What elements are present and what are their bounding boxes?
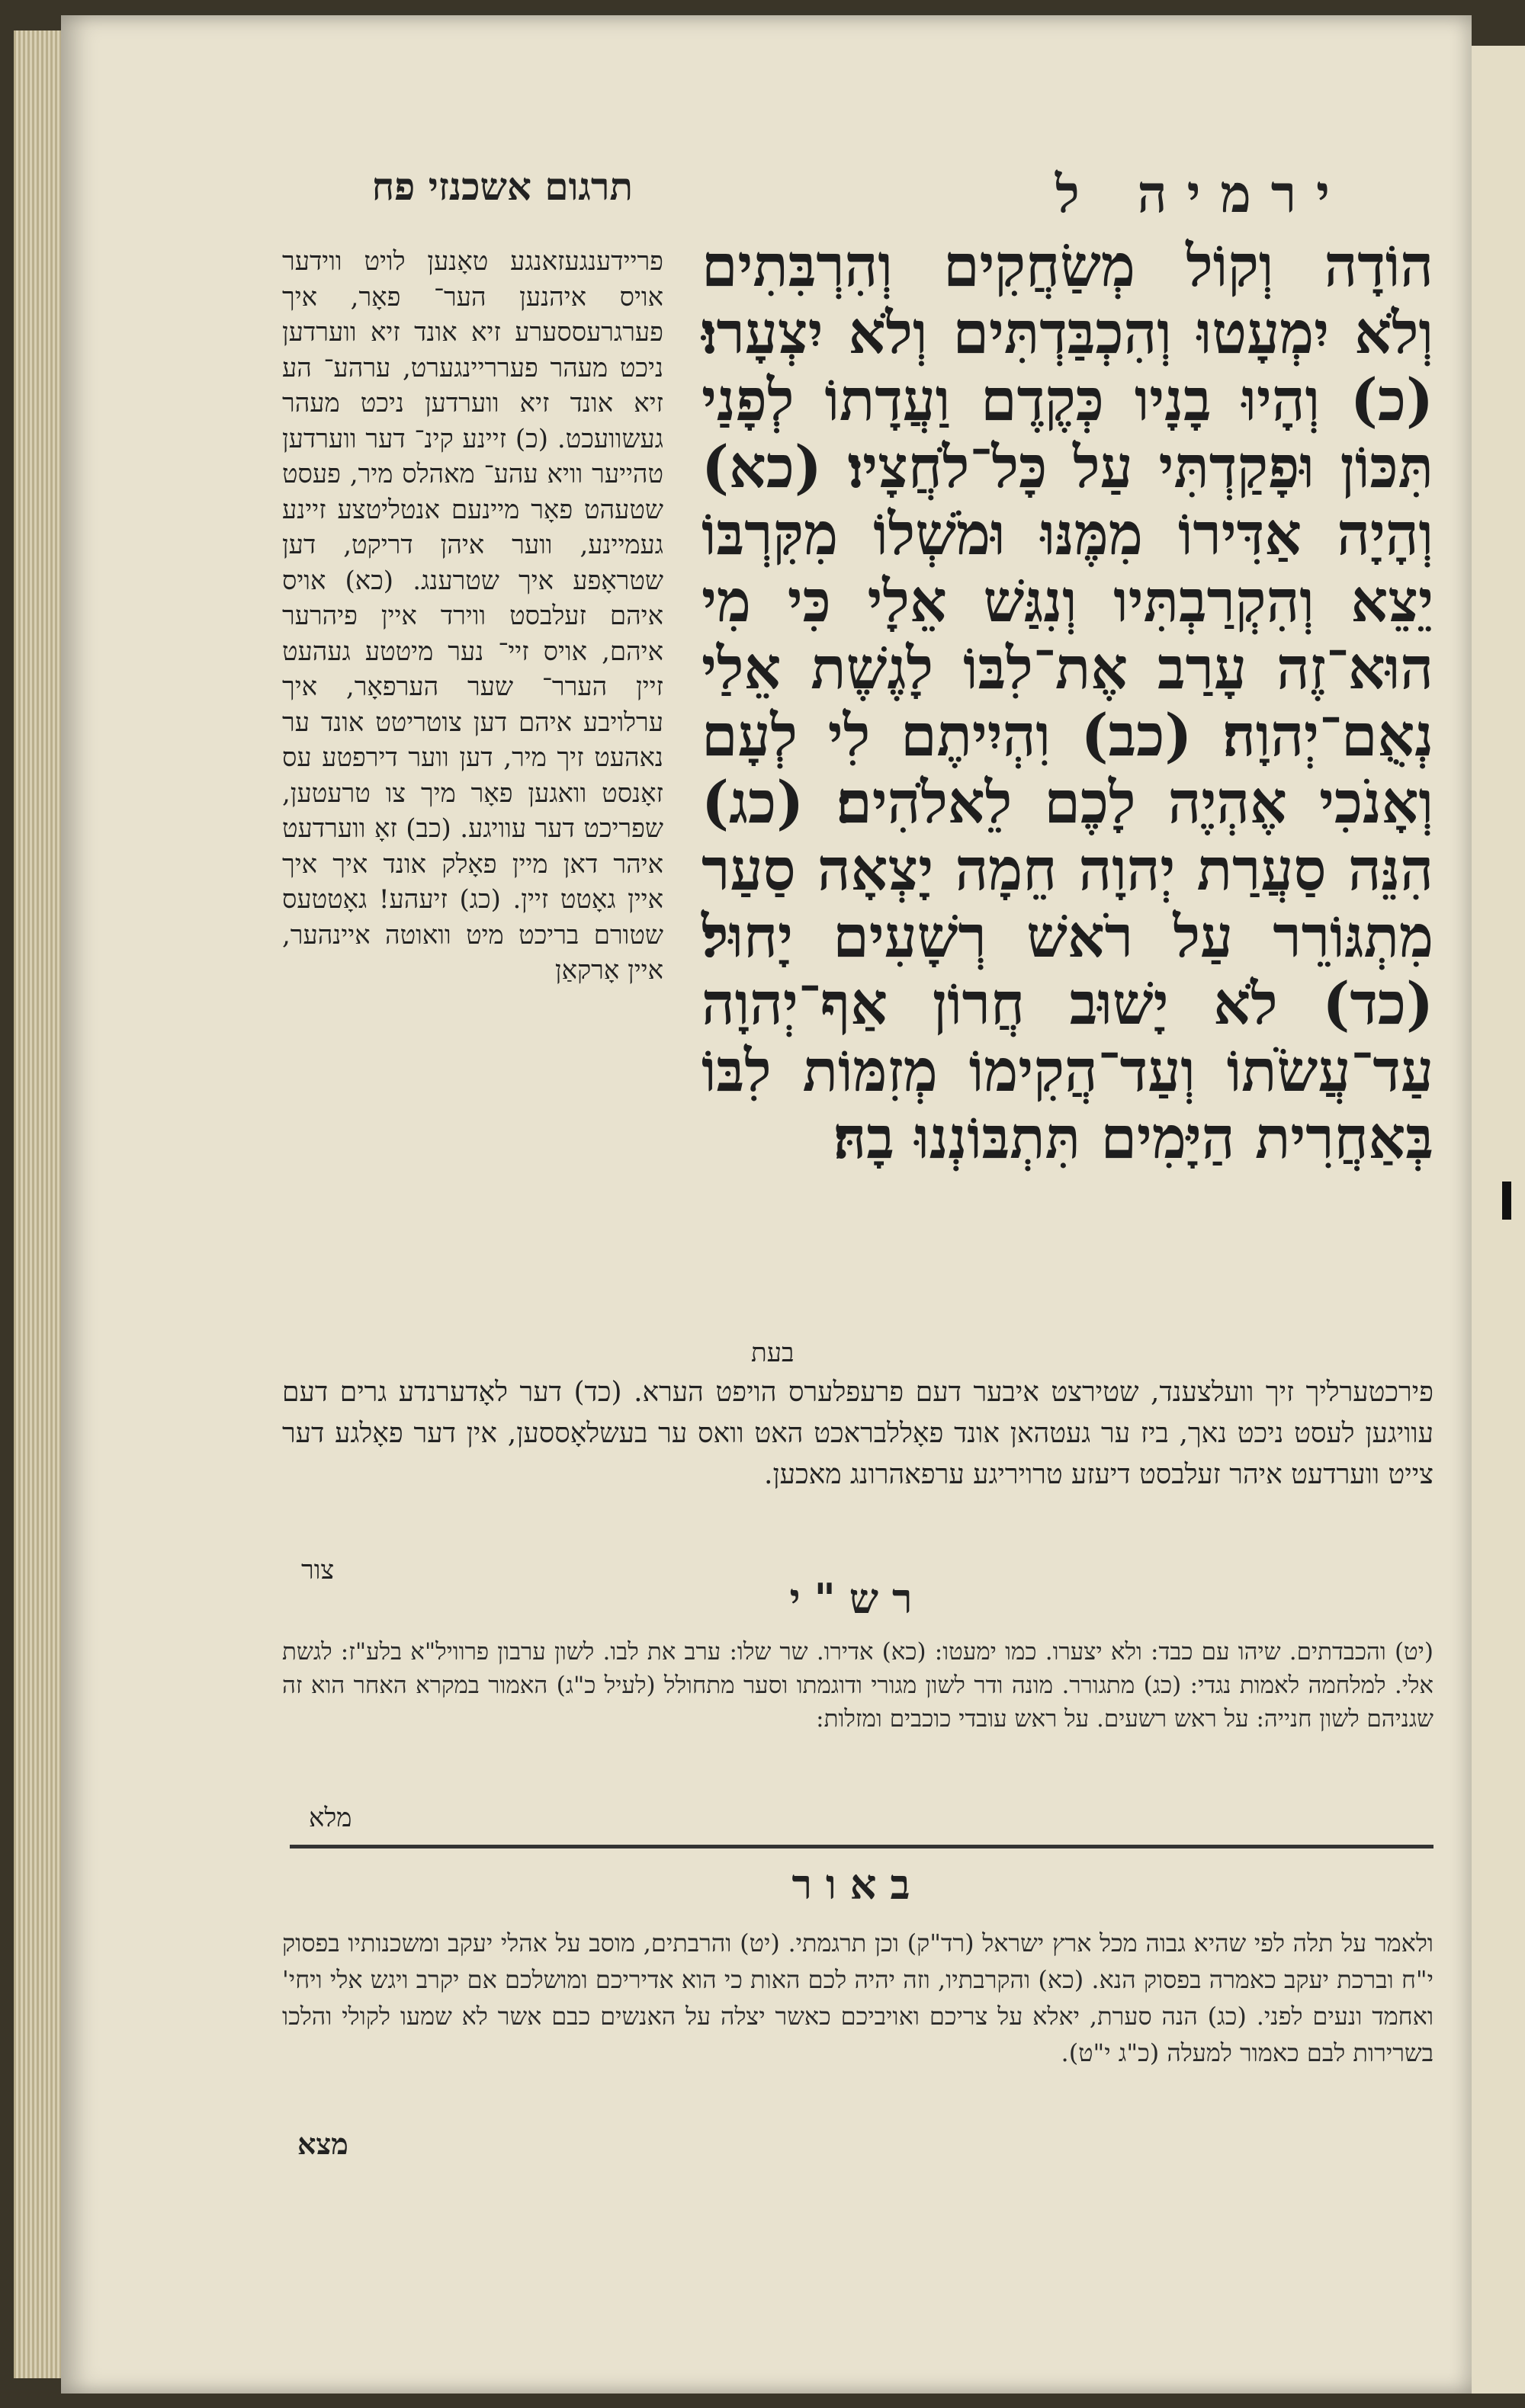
judeo-german-translation-column: פריידענגעזאנגע טאָנען לויט ווידער אויס איהנען הער־ פאָר, איך פערגרעססערע זיא אונד זיא ווערדען ניכט מעהר פערריינגערט, ערהע־ הע זיא אונד זיא ווערדען ניכט מעהר געשוועכט. (כ) זיינע קינ־ דער ווערדען טהייער וויא עהע־ מאהלס מיר, פעסט שטעהט פאָר מיינעם אנטליטצע זיינע געמיינע, ווער איהן דריקט, דען שטראָפע איך שטרענג. (כא) אויס איהם זעלבסט ווירד איין פיהרער איהם, אויס זיי־ נער מיטטע געהעט זיין הערר־ שער הערפאָר, איך ערלויבע איהם דען צוטריטט אונד ער נאהעט זיך מיר, דען ווער דירפטע עס זאָנסט וואגען פאָר מיך צו טרעטען, שפריכט דער עוויגע. (כב) זאָ ווערדעט איהר דאן מיין פאָלק אונד איך איך איין גאָטט זיין. (כג) זיעהע! גאָטטעס שטורם בריכט מיט וואוטה איינהער, איין אָרקאַן xyxy=(282,246,663,986)
rashi-heading: רש"י xyxy=(789,1574,926,1623)
running-head-jeremiah: ירמיה ל xyxy=(1055,164,1350,225)
translation-continuation: פירכטערליך זיך וועלצענד, שטירצט איבער דעם פרעפלערס הויפט הערא. (כד) דער לאָדערנדע גרים דעם עוויגען לעסט ניכט נאך, ביז ער געטהאן אונד פאָללבראכט האט וואס ער בעשלאָססען, אין דער פאָלגע דער צייט ווערדעט איהר זעלבסט דיעזע טרויריגע ערפאהרונג מאכען. xyxy=(282,1377,1434,1490)
running-head-translation: תרגום אשכנזי פח xyxy=(371,164,633,209)
catchword-main: בעת xyxy=(751,1338,795,1368)
hebrew-scripture-column: הוֹדָה וְקוֹל מְשַׂחֲקִים וְהִרְבִּתִים וְלֹא יִמְעָטוּ וְהִכְבַּדְתִּים וְלֹא יִצְעָרוּ׃ (כ) וְהָיוּ בָנָיו כְּקֶדֶם וַעֲדָתוֹ לְפָנַי תִּכּוֹן וּפָקַדְתִּי עַל כָּל־לֹחֲצָיו׃ (כא) וְהָיָה אַדִּירוֹ מִמֶּנּוּ וּמֹשְׁלוֹ מִקִּרְבּוֹ יֵצֵא וְהִקְרַבְתִּיו וְנִגַּשׁ אֵלָי כִּי מִי הוּא־זֶה עָרַב אֶת־לִבּוֹ לָגֶשֶׁת אֵלַי נְאֻם־יְהוָה׃ (כב) וִהְיִיתֶם לִי לְעָם וְאָנֹכִי אֶהְיֶה לָכֶם לֵאלֹהִים׃ (כג) הִנֵּה סַעֲרַת יְהוָה חֵמָה יָצְאָה סַעַר מִתְגּוֹרֵר עַל רֹאשׁ רְשָׁעִים יָחוּל׃ (כד) לֹא יָשׁוּב חֲרוֹן אַף־יְהוָה עַד־עֲשֹׂתוֹ וְעַד־הֲקִימוֹ מְזִמּוֹת לִבּוֹ בְּאַחֲרִית הַיָּמִים תִּתְבּוֹנְנוּ בָהּ׃ xyxy=(702,232,1434,1172)
catchword-page-bottom: מצא xyxy=(297,2127,348,2161)
beur-commentary: ולאמר על תלה לפי שהיא גבוה מכל ארץ ישראל (רד"ק) וכן תרגמתי. (יט) והרבתים, מוסב על אהלי יעקב ומשכנותיו בפסוק י"ח וברכת יעקב כאמרה בפסוק הנא. (כא) והקרבתיו, וזה יהיה לכם האות כי הוא אדיריכם ומושלכם אם יקרב ויגש אלי ויחי' ואחמד ונעים לפני. (כג) הנה סערת, יאלא על צריכם ואויביכם כאשר יצלה על האנשים כבם אשר לא שמעו לקולי והלכו בשרירות לבם כאמור למעלה (כ"ג י"ט). xyxy=(282,1929,1434,2067)
section-divider-rule xyxy=(290,1845,1434,1848)
facing-page-mark xyxy=(1502,1182,1511,1220)
catchword-continuation: צור xyxy=(301,1555,335,1586)
beur-heading: באור xyxy=(791,1860,924,1909)
facing-page-edge xyxy=(1472,46,1525,2394)
book-page-edges xyxy=(14,30,66,2378)
catchword-rashi: מלא xyxy=(309,1803,352,1833)
rashi-commentary: (יט) והכבדתים. שיהו עם כבד: ולא יצערו. כמו ימעטו: (כא) אדירו. שר שלו: ערב את לבו. לשון ערבון פרוויל"א בלע"ז: לגשת אלי. למלחמה לאמות נגדי: (כג) מתגורר. מונה ודר לשון מגורי ודוגמתו וסער מתחולל (לעיל כ"ג) האמור במקרא האחר הוא זה שגניהם לשון חנייה: על ראש רשעים. על ראש עובדי כוכבים ומזלות: xyxy=(282,1638,1434,1733)
